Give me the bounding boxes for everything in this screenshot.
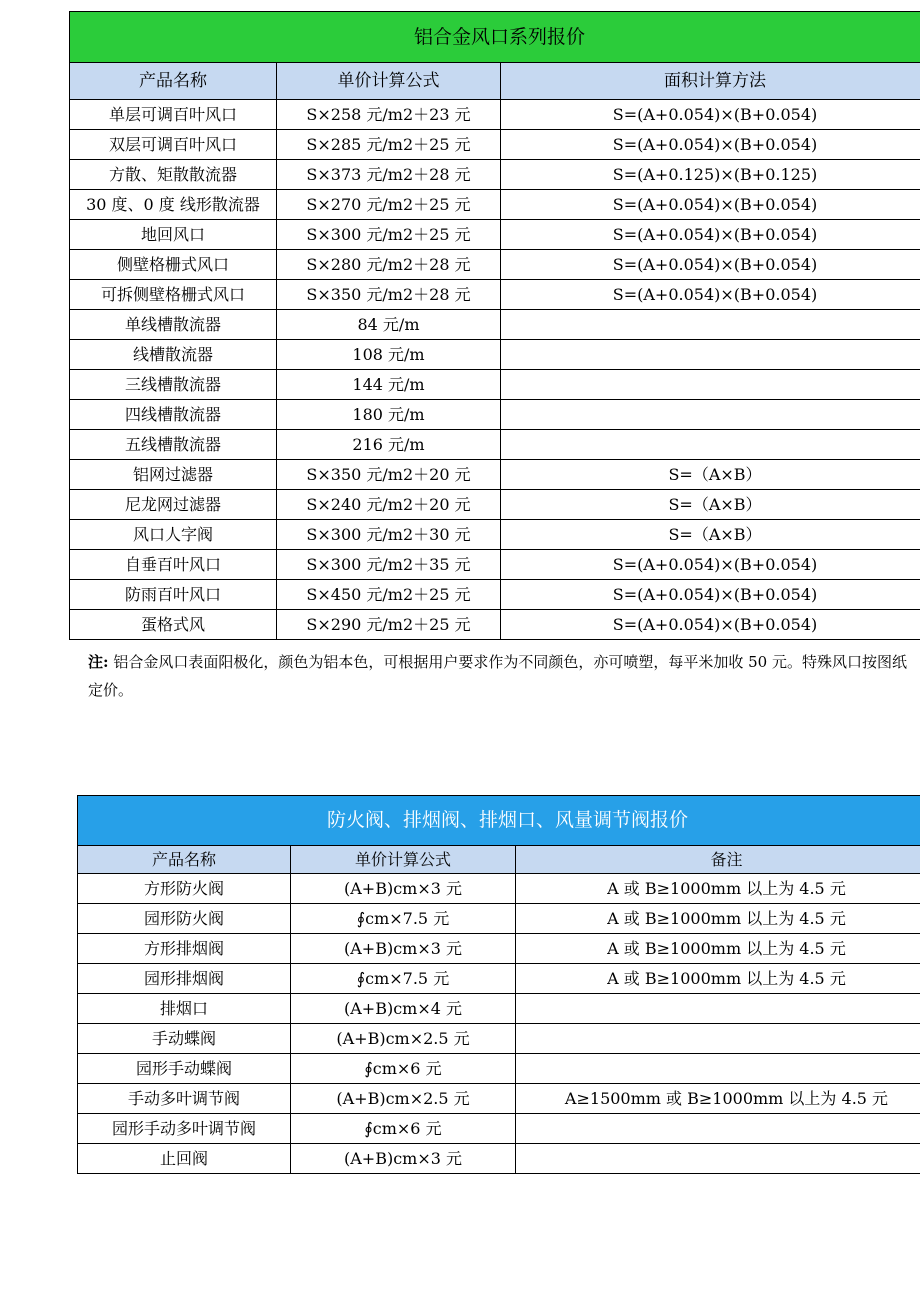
- table-row: [70, 340, 920, 370]
- remark-cell: A 或 B≥1000mm 以上为 4.5 元: [516, 934, 920, 964]
- price-formula-cell: (A+B)cm×3 元: [291, 874, 516, 904]
- product-name-cell: 方散、矩散散流器: [70, 160, 277, 190]
- product-name-cell: 园形排烟阀: [78, 964, 291, 994]
- product-name-cell: 园形手动多叶调节阀: [78, 1114, 291, 1144]
- table-row: [78, 964, 920, 994]
- product-name-cell: 30 度、0 度 线形散流器: [70, 190, 277, 220]
- remark-cell: A≥1500mm 或 B≥1000mm 以上为 4.5 元: [516, 1084, 920, 1114]
- remark-cell: A 或 B≥1000mm 以上为 4.5 元: [516, 964, 920, 994]
- price-formula-cell: S×258 元/m2＋23 元: [277, 100, 501, 130]
- product-name-cell: 五线槽散流器: [70, 430, 277, 460]
- table-row: [70, 520, 920, 550]
- remark-cell: S=(A+0.054)×(B+0.054): [501, 250, 920, 280]
- table-row: [70, 310, 920, 340]
- remark-cell: [516, 1144, 920, 1174]
- product-name-cell: 排烟口: [78, 994, 291, 1024]
- product-name-cell: 侧壁格栅式风口: [70, 250, 277, 280]
- product-name-cell: 单线槽散流器: [70, 310, 277, 340]
- remark-cell: [501, 400, 920, 430]
- product-name-cell: 蛋格式风: [70, 610, 277, 640]
- price-formula-cell: S×300 元/m2＋25 元: [277, 220, 501, 250]
- price-formula-cell: (A+B)cm×2.5 元: [291, 1084, 516, 1114]
- table-header-row: [70, 63, 920, 100]
- remark-cell: S=(A+0.054)×(B+0.054): [501, 220, 920, 250]
- product-name-cell: 止回阀: [78, 1144, 291, 1174]
- damper-price-table: [77, 795, 920, 1174]
- table-row: [78, 934, 920, 964]
- remark-cell: [501, 370, 920, 400]
- product-name-cell: 线槽散流器: [70, 340, 277, 370]
- remark-cell: [516, 1114, 920, 1144]
- table-row: [70, 220, 920, 250]
- product-name-cell: 风口人字阀: [70, 520, 277, 550]
- remark-cell: [501, 310, 920, 340]
- remark-cell: [516, 1054, 920, 1084]
- remark-cell: A 或 B≥1000mm 以上为 4.5 元: [516, 904, 920, 934]
- price-formula-cell: ∮cm×6 元: [291, 1114, 516, 1144]
- price-formula-cell: S×270 元/m2＋25 元: [277, 190, 501, 220]
- table-row: [70, 460, 920, 490]
- table-row: [78, 904, 920, 934]
- price-formula-cell: 180 元/m: [277, 400, 501, 430]
- remark-cell: S=(A+0.054)×(B+0.054): [501, 280, 920, 310]
- column-header: 单价计算公式: [277, 63, 501, 100]
- product-name-cell: 方形排烟阀: [78, 934, 291, 964]
- price-formula-cell: (A+B)cm×3 元: [291, 1144, 516, 1174]
- footnote-text: 铝合金风口表面阳极化，颜色为铝本色，可根据用户要求作为不同颜色，亦可喷塑，每平米加收 50 元。特殊风口按图纸定价。: [88, 653, 907, 699]
- table-row: [70, 100, 920, 130]
- column-header: 产品名称: [70, 63, 277, 100]
- table-header-row: [78, 846, 920, 874]
- price-formula-cell: 84 元/m: [277, 310, 501, 340]
- table-title: 防火阀、排烟阀、排烟口、风量调节阀报价: [78, 796, 920, 846]
- remark-cell: S=(A+0.054)×(B+0.054): [501, 190, 920, 220]
- table-row: [70, 610, 920, 640]
- remark-cell: S=(A+0.054)×(B+0.054): [501, 610, 920, 640]
- price-formula-cell: S×350 元/m2＋28 元: [277, 280, 501, 310]
- price-formula-cell: S×300 元/m2＋30 元: [277, 520, 501, 550]
- product-name-cell: 双层可调百叶风口: [70, 130, 277, 160]
- remark-cell: S=（A×B）: [501, 490, 920, 520]
- table-row: [78, 1144, 920, 1174]
- price-formula-cell: (A+B)cm×4 元: [291, 994, 516, 1024]
- price-formula-cell: 144 元/m: [277, 370, 501, 400]
- remark-cell: S=（A×B）: [501, 520, 920, 550]
- table-row: [70, 490, 920, 520]
- price-formula-cell: S×285 元/m2＋25 元: [277, 130, 501, 160]
- product-name-cell: 三线槽散流器: [70, 370, 277, 400]
- aluminum-vent-price-table: [69, 11, 920, 640]
- product-name-cell: 园形防火阀: [78, 904, 291, 934]
- product-name-cell: 手动蝶阀: [78, 1024, 291, 1054]
- table-row: [70, 250, 920, 280]
- table-row: [78, 874, 920, 904]
- product-name-cell: 四线槽散流器: [70, 400, 277, 430]
- table-row: [70, 400, 920, 430]
- column-header: 面积计算方法: [501, 63, 920, 100]
- table-title: 铝合金风口系列报价: [70, 12, 920, 63]
- price-formula-cell: (A+B)cm×2.5 元: [291, 1024, 516, 1054]
- price-formula-cell: S×240 元/m2＋20 元: [277, 490, 501, 520]
- column-header: 单价计算公式: [291, 846, 516, 874]
- price-formula-cell: S×290 元/m2＋25 元: [277, 610, 501, 640]
- table-row: [78, 1114, 920, 1144]
- remark-cell: [516, 994, 920, 1024]
- remark-cell: S=(A+0.054)×(B+0.054): [501, 580, 920, 610]
- table-row: [70, 130, 920, 160]
- product-name-cell: 自垂百叶风口: [70, 550, 277, 580]
- table-row: [70, 580, 920, 610]
- table-row: [70, 550, 920, 580]
- remark-cell: S=(A+0.054)×(B+0.054): [501, 130, 920, 160]
- table-row: [70, 370, 920, 400]
- product-name-cell: 单层可调百叶风口: [70, 100, 277, 130]
- table-row: [70, 280, 920, 310]
- price-formula-cell: S×450 元/m2＋25 元: [277, 580, 501, 610]
- product-name-cell: 方形防火阀: [78, 874, 291, 904]
- footnote-label: 注:: [88, 653, 109, 671]
- price-formula-cell: (A+B)cm×3 元: [291, 934, 516, 964]
- table-row: [78, 1054, 920, 1084]
- price-formula-cell: 108 元/m: [277, 340, 501, 370]
- product-name-cell: 铝网过滤器: [70, 460, 277, 490]
- price-formula-cell: S×373 元/m2＋28 元: [277, 160, 501, 190]
- price-formula-cell: S×300 元/m2＋35 元: [277, 550, 501, 580]
- remark-cell: [501, 340, 920, 370]
- product-name-cell: 手动多叶调节阀: [78, 1084, 291, 1114]
- remark-cell: A 或 B≥1000mm 以上为 4.5 元: [516, 874, 920, 904]
- table-row: [78, 1024, 920, 1054]
- price-formula-cell: S×350 元/m2＋20 元: [277, 460, 501, 490]
- remark-cell: [516, 1024, 920, 1054]
- price-formula-cell: ∮cm×7.5 元: [291, 904, 516, 934]
- price-formula-cell: ∮cm×7.5 元: [291, 964, 516, 994]
- column-header: 备注: [516, 846, 920, 874]
- remark-cell: [501, 430, 920, 460]
- price-formula-cell: 216 元/m: [277, 430, 501, 460]
- table-row: [70, 190, 920, 220]
- product-name-cell: 地回风口: [70, 220, 277, 250]
- table-row: [70, 160, 920, 190]
- price-formula-cell: S×280 元/m2＋28 元: [277, 250, 501, 280]
- remark-cell: S=（A×B）: [501, 460, 920, 490]
- price-formula-cell: ∮cm×6 元: [291, 1054, 516, 1084]
- product-name-cell: 园形手动蝶阀: [78, 1054, 291, 1084]
- product-name-cell: 防雨百叶风口: [70, 580, 277, 610]
- remark-cell: S=(A+0.054)×(B+0.054): [501, 550, 920, 580]
- footnote: [88, 648, 920, 704]
- remark-cell: S=(A+0.054)×(B+0.054): [501, 100, 920, 130]
- product-name-cell: 可拆侧壁格栅式风口: [70, 280, 277, 310]
- remark-cell: S=(A+0.125)×(B+0.125): [501, 160, 920, 190]
- table-row: [78, 994, 920, 1024]
- table-row: [78, 1084, 920, 1114]
- table-row: [70, 430, 920, 460]
- column-header: 产品名称: [78, 846, 291, 874]
- product-name-cell: 尼龙网过滤器: [70, 490, 277, 520]
